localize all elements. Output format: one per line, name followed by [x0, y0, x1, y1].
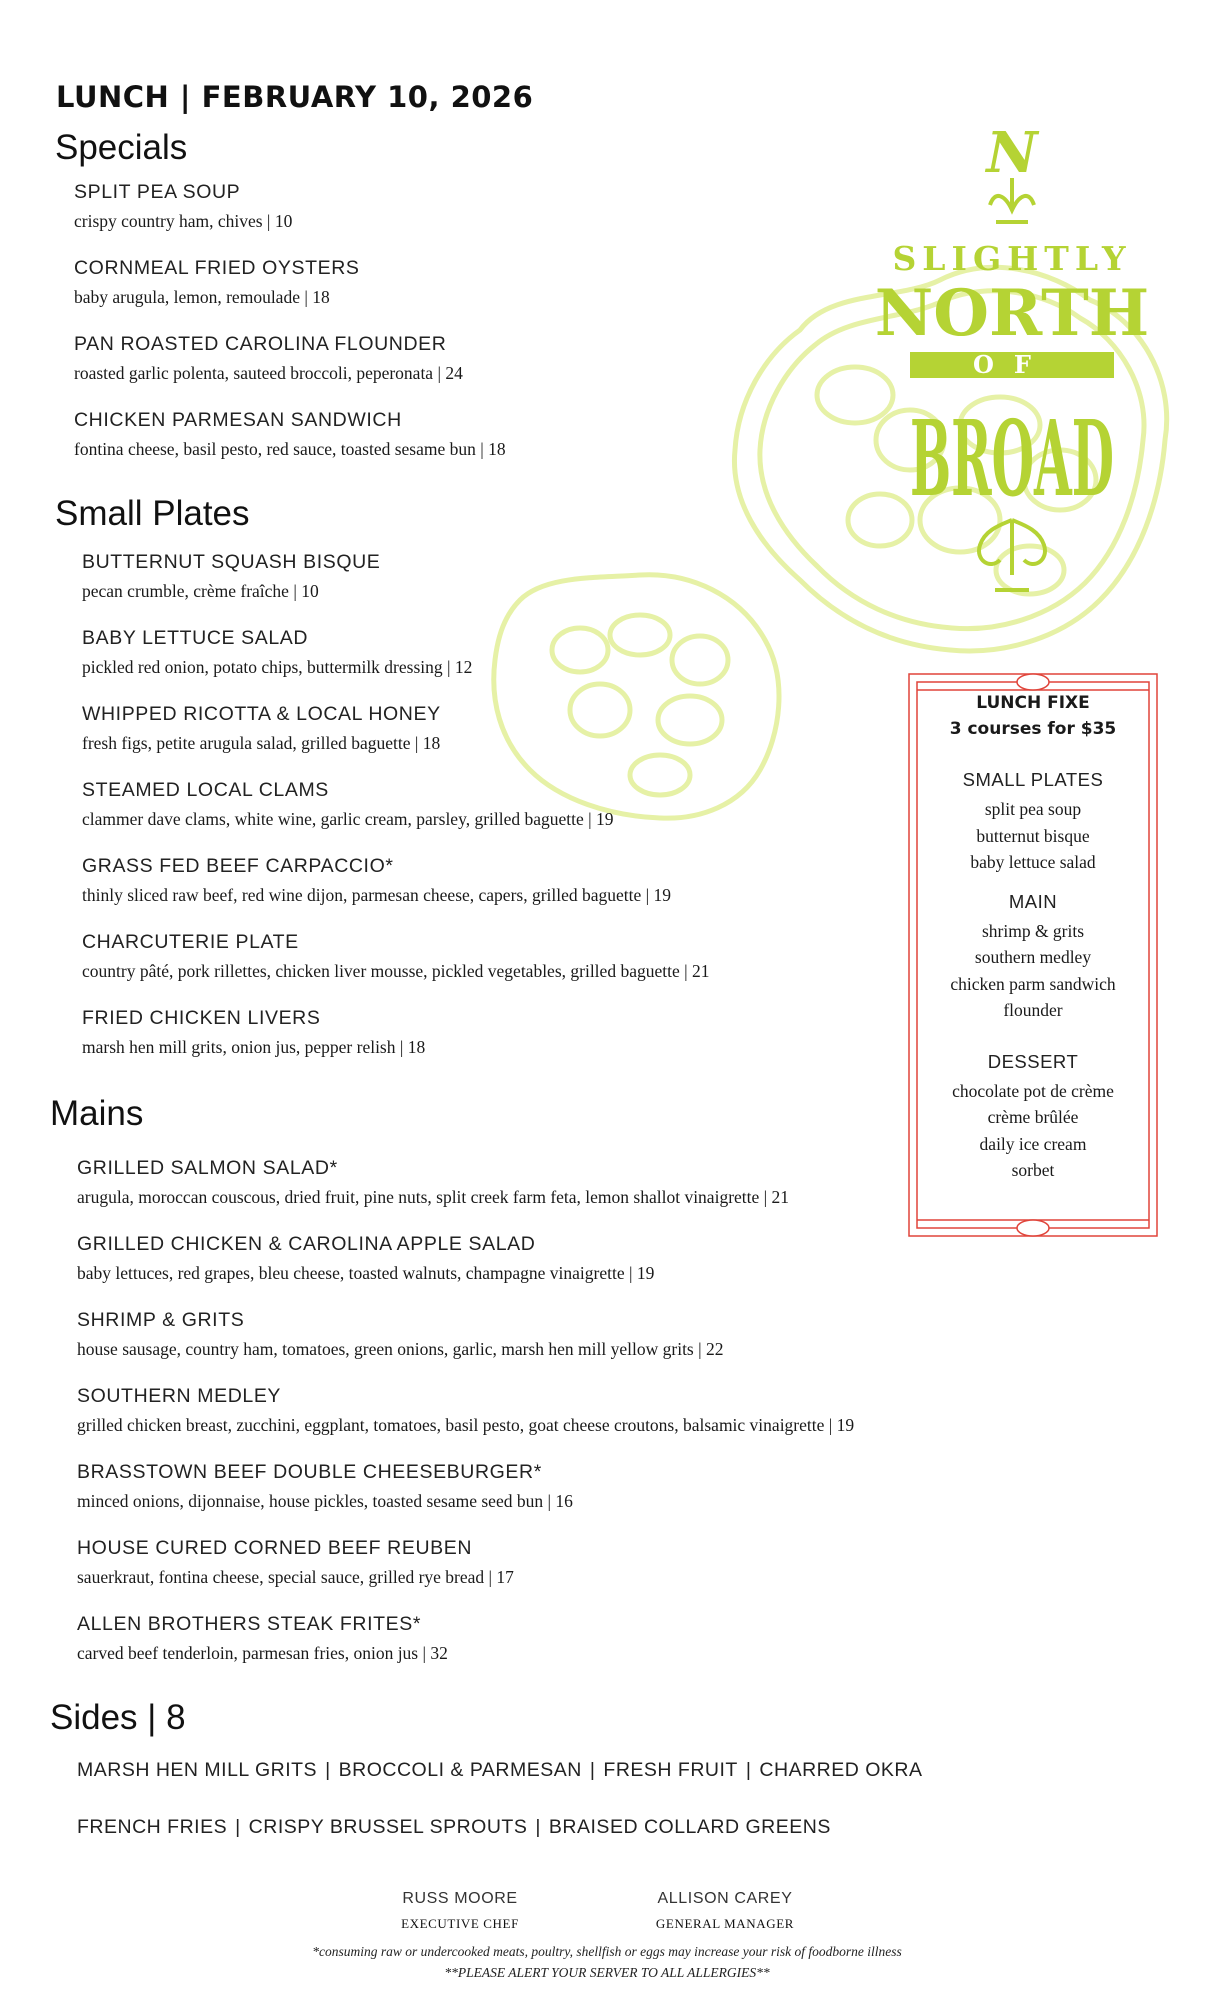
item-description: roasted garlic polenta, sauteed broccoli, peperonata | 24	[74, 363, 463, 383]
fixe-item: sorbet	[1011, 1160, 1055, 1180]
item-name: SOUTHERN MEDLEY	[77, 1385, 282, 1407]
item-description: grilled chicken breast, zucchini, eggplant, tomatoes, basil pesto, goat cheese croutons, balsamic vinaigrette | 19	[77, 1415, 855, 1435]
chef-signature	[370, 1890, 550, 1932]
menu-item	[82, 1006, 425, 1058]
manager-name: ALLISON CAREY	[657, 1890, 793, 1907]
fixe-item: chocolate pot de crème	[952, 1080, 1114, 1101]
item-description: carved beef tenderloin, parmesan fries, onion jus | 32	[77, 1643, 448, 1663]
menu-item	[74, 180, 292, 232]
fixe-item: crème brûlée	[987, 1107, 1079, 1127]
item-description: pickled red onion, potato chips, buttermilk dressing | 12	[82, 657, 473, 677]
item-description: fresh figs, petite arugula salad, grilled baguette | 18	[82, 733, 441, 753]
fixe-section-heading: DESSERT	[987, 1050, 1079, 1072]
item-description: pecan crumble, crème fraîche | 10	[82, 581, 319, 601]
item-name: WHIPPED RICOTTA & LOCAL HONEY	[82, 703, 441, 725]
small-plates-heading: Small Plates	[55, 494, 250, 533]
fixe-section-list	[907, 918, 1159, 1024]
menu-item	[77, 1460, 573, 1512]
menu-item	[82, 626, 472, 678]
item-name: FRIED CHICKEN LIVERS	[82, 1007, 321, 1029]
fixe-section-heading: MAIN	[1008, 890, 1058, 912]
item-name: CORNMEAL FRIED OYSTERS	[74, 257, 360, 279]
item-description: baby arugula, lemon, remoulade | 18	[74, 287, 330, 307]
sides-heading: Sides | 8	[50, 1698, 186, 1737]
item-name: GRASS FED BEEF CARPACCIO*	[82, 855, 394, 877]
item-description: marsh hen mill grits, onion jus, pepper relish | 18	[82, 1037, 426, 1057]
logo-line1: SLIGHTLY	[892, 239, 1132, 278]
side-item: BROCCOLI & PARMESAN	[338, 1759, 582, 1781]
menu-date-title: LUNCH | FEBRUARY 10, 2026	[56, 80, 534, 114]
menu-item	[74, 256, 360, 308]
item-description: arugula, moroccan couscous, dried fruit, pine nuts, split creek farm feta, lemon shallot vinaigrette | 21	[77, 1187, 790, 1207]
fixe-item: daily ice cream	[979, 1133, 1087, 1154]
menu-item	[82, 930, 709, 982]
side-item: CRISPY BRUSSEL SPROUTS	[248, 1816, 528, 1838]
lunch-fixe-price: 3 courses for $35	[949, 719, 1117, 739]
item-name: HOUSE CURED CORNED BEEF REUBEN	[77, 1537, 473, 1559]
fixe-item: flounder	[1003, 1000, 1063, 1020]
fixe-item: chicken parm sandwich	[950, 973, 1116, 994]
item-description: minced onions, dijonnaise, house pickles, toasted sesame seed bun | 16	[77, 1491, 573, 1511]
sides-row-2: FRENCH FRIES | CRISPY BRUSSEL SPROUTS | BRAISED COLLARD GREENS	[77, 1816, 831, 1838]
chef-name: RUSS MOORE	[402, 1890, 518, 1907]
item-description: sauerkraut, fontina cheese, special sauce, grilled rye bread | 17	[77, 1567, 514, 1587]
logo-line3: OF	[973, 350, 1051, 379]
logo-line2: NORTH	[874, 276, 1150, 351]
item-name: STEAMED LOCAL CLAMS	[82, 779, 329, 801]
item-name: GRILLED CHICKEN & CAROLINA APPLE SALAD	[77, 1233, 536, 1255]
chef-role: EXECUTIVE CHEF	[401, 1916, 519, 1931]
specials-heading: Specials	[55, 128, 188, 167]
item-description: house sausage, country ham, tomatoes, green onions, garlic, marsh hen mill yellow grits | 22	[77, 1339, 724, 1359]
menu-item	[77, 1612, 448, 1664]
item-name: BRASSTOWN BEEF DOUBLE CHEESEBURGER*	[77, 1461, 542, 1483]
item-description: baby lettuces, red grapes, bleu cheese, toasted walnuts, champagne vinaigrette | 19	[77, 1263, 655, 1283]
side-item: MARSH HEN MILL GRITS	[77, 1759, 318, 1781]
fixe-section-heading: SMALL PLATES	[962, 769, 1104, 790]
item-description: clammer dave clams, white wine, garlic cream, parsley, grilled baguette | 19	[82, 809, 614, 829]
logo-wordmark	[875, 120, 1149, 590]
menu-item	[77, 1156, 789, 1208]
manager-signature	[630, 1890, 820, 1932]
mains-heading: Mains	[50, 1094, 144, 1133]
item-name: BUTTERNUT SQUASH BISQUE	[82, 551, 381, 573]
fixe-item: southern medley	[974, 947, 1092, 967]
item-name: ALLEN BROTHERS STEAK FRITES*	[77, 1613, 422, 1635]
lunch-fixe-panel	[907, 690, 1159, 1184]
item-description: fontina cheese, basil pesto, red sauce, toasted sesame bun | 18	[74, 439, 506, 459]
menu-item	[77, 1232, 654, 1284]
item-name: BABY LETTUCE SALAD	[82, 627, 309, 649]
logo-line4: BROAD	[910, 397, 1114, 520]
menu-item	[77, 1536, 514, 1588]
menu-item	[82, 550, 380, 602]
side-item: FRESH FRUIT	[603, 1759, 738, 1781]
menu-item	[77, 1308, 724, 1360]
item-description: crispy country ham, chives | 10	[74, 211, 293, 231]
fixe-section-list	[907, 796, 1159, 876]
item-name: CHARCUTERIE PLATE	[82, 931, 299, 953]
logo-letter: N	[986, 120, 1038, 186]
menu-item	[74, 408, 506, 460]
menu-item	[82, 778, 614, 830]
lunch-fixe-title: LUNCH FIXE	[976, 693, 1090, 713]
menu-item	[74, 332, 463, 384]
item-name: PAN ROASTED CAROLINA FLOUNDER	[74, 333, 447, 355]
fixe-item: split pea soup	[984, 799, 1082, 819]
menu-item	[82, 702, 441, 754]
allergy-notice: **PLEASE ALERT YOUR SERVER TO ALL ALLERGIES**	[444, 1965, 770, 1980]
side-item: CHARRED OKRA	[759, 1759, 923, 1781]
manager-role: GENERAL MANAGER	[655, 1916, 795, 1931]
menu-item	[77, 1384, 854, 1436]
sides-row-1: MARSH HEN MILL GRITS | BROCCOLI & PARMESAN | FRESH FRUIT | CHARRED OKRA	[77, 1759, 923, 1781]
fixe-item: shrimp & grits	[981, 920, 1085, 941]
item-name: SPLIT PEA SOUP	[74, 181, 241, 203]
raw-food-disclaimer: *consuming raw or undercooked meats, poultry, shellfish or eggs may increase your risk of foodborne illness	[312, 1944, 902, 1959]
fixe-item: butternut bisque	[976, 825, 1090, 846]
item-description: country pâté, pork rillettes, chicken liver mousse, pickled vegetables, grilled baguette | 21	[82, 961, 710, 981]
side-item: FRENCH FRIES	[77, 1816, 228, 1838]
item-name: CHICKEN PARMESAN SANDWICH	[74, 409, 402, 431]
fixe-section-list	[907, 1078, 1159, 1184]
item-name: GRILLED SALMON SALAD*	[77, 1157, 338, 1179]
menu-item	[82, 854, 671, 906]
item-name: SHRIMP & GRITS	[77, 1309, 245, 1331]
item-description: thinly sliced raw beef, red wine dijon, parmesan cheese, capers, grilled baguette | 19	[82, 885, 672, 905]
fixe-item: baby lettuce salad	[970, 852, 1096, 872]
side-item: BRAISED COLLARD GREENS	[548, 1816, 831, 1838]
